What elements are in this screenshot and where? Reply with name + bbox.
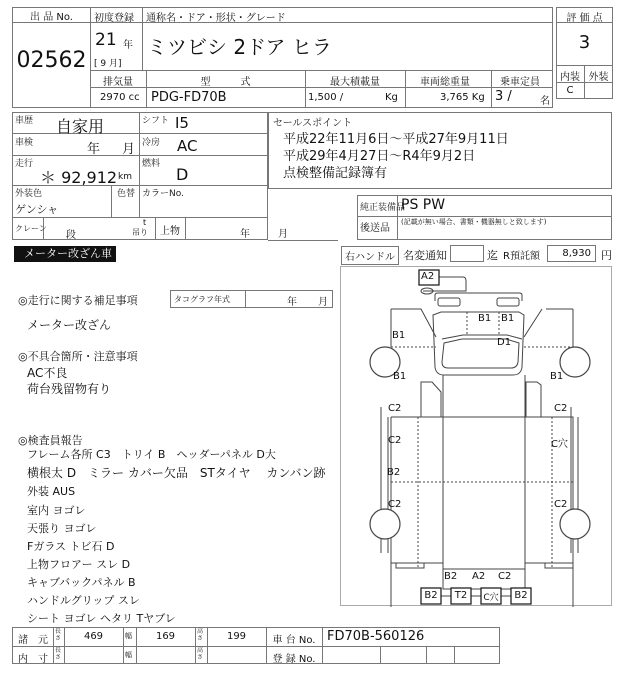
body-label: 上物 <box>160 226 180 237</box>
name-change-field <box>450 245 484 262</box>
later-items-label: 後送品 <box>360 223 390 234</box>
sales-point-line: 点検整備記録簿有 <box>283 166 388 181</box>
inspector-line: 室内 ヨゴレ <box>27 504 86 517</box>
mark-bed-right-1: C2 <box>554 403 568 414</box>
recycle-label: R預託額 <box>503 251 540 262</box>
first-registration-month: [ 9 月] <box>94 59 122 69</box>
ac-label: 冷房 <box>142 138 161 148</box>
inspector-line: 外装 AUS <box>27 485 76 498</box>
mark-tail-2: A2 <box>472 571 486 582</box>
inspection-month-unit: 月 <box>122 142 136 157</box>
model: PDG-FD70B <box>151 90 227 105</box>
inspector-line: ハンドルグリップ スレ <box>27 594 140 607</box>
defect-line: AC不良 <box>27 366 68 380</box>
inspector-line: 横根太 D ミラー カバー欠品 STタイヤ カンバン跡 <box>27 466 326 480</box>
width: 169 <box>155 631 176 642</box>
mark-windshield: D1 <box>497 337 512 348</box>
inspection-year-unit: 年 <box>87 142 101 157</box>
mark-fender-right: B1 <box>550 371 564 382</box>
history: 自家用 <box>56 117 105 136</box>
inspector-line: Fガラス トビ石 D <box>27 540 115 553</box>
max-load-label: 最大積載量 <box>330 77 380 88</box>
genuine-equipment-label: 純正装備品 <box>360 203 406 213</box>
mileage-notes-title: ◎走行に関する補足事項 <box>18 294 138 307</box>
interior-label: 内装 <box>560 72 580 83</box>
fuel: D <box>176 165 189 184</box>
mark-bed-left-4: C2 <box>388 499 402 510</box>
length-label: 長さ <box>55 628 62 642</box>
color-change-label: 色替 <box>117 189 136 199</box>
color-number-label: カラーNo. <box>142 189 184 199</box>
exterior-label: 外装 <box>588 72 609 83</box>
inspector-line: フレーム各所 C3 トリイ B ヘッダーパネル D大 <box>27 448 276 461</box>
later-items-note: (記載が無い場合、書類・機器無しと致します) <box>401 218 547 226</box>
capacity-unit: 名 <box>540 96 550 107</box>
truck-outline <box>341 267 613 607</box>
first-registration-year: 21 <box>95 30 117 50</box>
mark-cab-right: B1 <box>501 313 515 324</box>
mark-tail-1: B2 <box>444 571 458 582</box>
name-change-label: 名変通知 <box>403 249 447 262</box>
vehicle-name-label: 通称名・ドア・形状・グレード <box>146 13 286 24</box>
mark-tail-3: C2 <box>498 571 512 582</box>
mark-rear-1: B2 <box>424 590 438 601</box>
yen-label: 円 <box>601 249 612 262</box>
interior-grade: C <box>566 85 574 96</box>
length: 469 <box>83 631 104 642</box>
score-label: 評 価 点 <box>566 13 603 24</box>
inspector-line: キャブバックパネル B <box>27 576 136 589</box>
mileage-note: メーター改ざん <box>27 318 112 332</box>
color-label: 外装色 <box>15 189 43 199</box>
sales-point-line: 平成22年11月6日～平成27年9月11日 <box>283 132 509 147</box>
lot-number-label: 出 品 No. <box>30 12 73 23</box>
model-label: 型 式 <box>200 77 251 88</box>
chassis-number: FD70B-560126 <box>327 629 425 644</box>
body-year: 年 <box>240 229 250 240</box>
sales-points-label: セールスポイント <box>273 118 353 129</box>
color: ゲンシャ <box>15 203 59 216</box>
fuel-label: 燃料 <box>142 159 161 169</box>
width-label-inner: 幅 <box>125 651 132 659</box>
vehicle-name: ミツビシ 2ドア ヒラ <box>147 35 332 59</box>
mark-rear-2: T2 <box>454 590 468 601</box>
first-registration-label: 初度登録 <box>94 13 134 24</box>
shift-label: シフト <box>142 116 170 126</box>
history-label: 車歴 <box>15 116 34 126</box>
tachograph-year: 年 <box>287 297 297 308</box>
deadline-label: 迄 <box>487 249 498 262</box>
displacement: 2970 cc <box>100 92 140 103</box>
defects-title: ◎不具合箇所・注意事項 <box>18 350 138 363</box>
crane-stage: 段 <box>66 230 76 241</box>
mark-cab-left: B1 <box>478 313 492 324</box>
registration-number-label: 登 録 No. <box>272 654 316 665</box>
recycle-amount: 8,930 <box>547 245 596 262</box>
length-label-inner: 長さ <box>55 647 62 661</box>
body-month: 月 <box>278 229 288 240</box>
inspector-line: 上物フロアー スレ D <box>27 558 131 571</box>
meter-tampered-badge: メーター改ざん車 <box>14 246 116 262</box>
year-unit: 年 <box>123 40 133 51</box>
damage-diagram <box>340 266 612 606</box>
mark-bed-left-1: C2 <box>388 403 402 414</box>
mark-bed-right-2: C穴 <box>551 439 568 450</box>
displacement-label: 排気量 <box>103 77 133 88</box>
mileage: ＊ 92,912 <box>40 168 118 187</box>
mileage-unit: km <box>118 172 132 182</box>
inspector-line: シート ヨゴレ ヘタリ Tヤブレ <box>27 612 176 625</box>
inner-row-label: 内 寸 <box>18 654 48 665</box>
ac: AC <box>177 137 198 155</box>
mileage-label: 走行 <box>15 159 34 169</box>
genuine-equipment: PS PW <box>401 197 446 213</box>
chassis-number-label: 車 台 No. <box>272 635 316 646</box>
crane-label: クレーン <box>15 224 47 233</box>
gross-weight: 3,765 Kg <box>440 92 485 103</box>
inspector-report-title: ◎検査員報告 <box>18 434 83 447</box>
defect-line: 荷台残留物有り <box>27 382 112 396</box>
spec-row-label: 諸 元 <box>18 635 48 646</box>
lot-number: 02562 <box>16 48 87 73</box>
inspector-line: 天張り ヨゴレ <box>27 522 97 535</box>
crane-hang: 吊り <box>132 228 148 237</box>
tachograph-label: タコグラフ年式 <box>174 295 230 304</box>
mark-bed-right-4: C2 <box>554 499 568 510</box>
mark-rear-3: C穴 <box>483 593 499 603</box>
mark-rear-4: B2 <box>514 590 528 601</box>
inspection-label: 車検 <box>15 138 34 148</box>
max-load: 1,500 / <box>308 92 344 103</box>
height: 199 <box>226 631 247 642</box>
right-hand-drive-badge: 右ハンドル <box>341 246 399 265</box>
height-label: 高さ <box>197 628 204 642</box>
mark-fender-left: B1 <box>393 371 407 382</box>
tachograph-month: 月 <box>318 297 328 308</box>
capacity: 3 / <box>495 89 512 104</box>
width-label: 幅 <box>125 632 132 640</box>
mark-bed-left-3: B2 <box>387 467 401 478</box>
gross-weight-label: 車両総重量 <box>420 77 470 88</box>
shift: I5 <box>175 114 189 132</box>
max-load-unit: Kg <box>385 92 398 103</box>
mark-bed-left-2: C2 <box>388 435 402 446</box>
crane-ton: t <box>143 218 147 227</box>
score: 3 <box>578 32 591 53</box>
mark-bumper-front: A2 <box>421 271 435 282</box>
height-label-inner: 高さ <box>197 647 204 661</box>
sales-point-line: 平成29年4月27日～R4年9月2日 <box>283 149 476 164</box>
capacity-label: 乗車定員 <box>500 77 540 88</box>
mark-door-left: B1 <box>392 330 406 341</box>
